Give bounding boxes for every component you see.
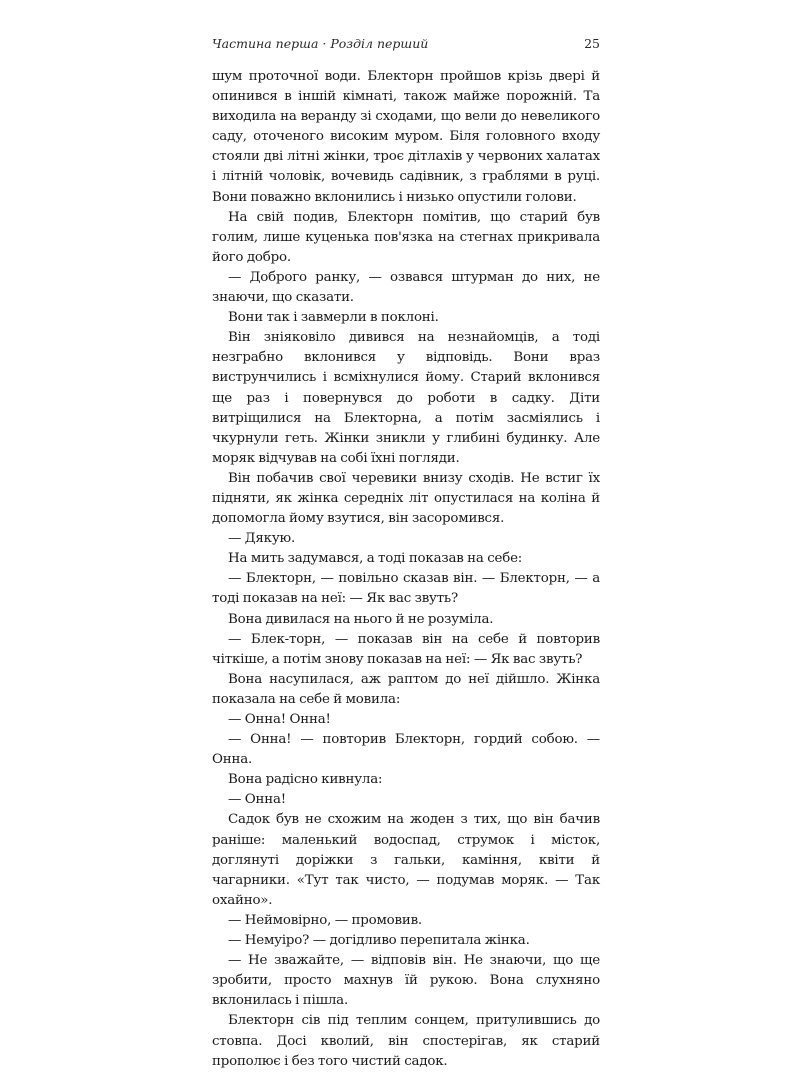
paragraph: — Не зважайте, — відповів він. Не знаючи, що ще зробити, просто махнув їй рукою. Вона слухняно вклонилась і пішла. — [212, 953, 600, 1009]
running-title: Частина перша · Розділ перший — [212, 36, 429, 51]
paragraph: Він побачив свої черевики внизу сходів. Не встиг їх підняти, як жінка середніх літ опустилася на коліна й допомогла йому взутися, він засоромився. — [212, 470, 600, 527]
page-number: 25 — [584, 36, 600, 51]
running-head — [212, 36, 600, 56]
paragraph: Вона дивилася на нього й не розуміла. — [228, 611, 494, 627]
paragraph: Садок був не схожим на жоден з тих, що він бачив раніше: маленький водоспад, струмок і місток, доглянуті доріжки з гальки, каміння, квіти й чагарники. «Тут так чисто, — подумав моряк. — Так охайно». — [212, 812, 600, 908]
paragraph: — Доброго ранку, — озвався штурман до них, не знаючи, що сказати. — [212, 269, 600, 306]
paragraph: — Онна! — [228, 792, 286, 808]
paragraph: — Блек-торн, — показав він на себе й повторив чіткіше, а потім знову показав на неї: — Як вас звуть? — [212, 631, 600, 667]
paragraph: Вона насупилася, аж раптом до неї дійшло. Жінка показала на себе й мовила: — [212, 671, 600, 707]
paragraph: — Блекторн, — повільно сказав він. — Блекторн, — а тоді показав на неї: — Як вас звуть? — [212, 571, 600, 607]
body-text — [212, 67, 600, 1072]
paragraph: Вони так і завмерли в поклоні. — [228, 310, 439, 326]
paragraph: шум проточної води. Блекторн пройшов крізь двері й опинився в іншій кімнаті, також майже порожній. Та виходила на веранду зі сходами, що вели до невеликого саду, оточеного високим муром. Біля головного входу стояли дві літні жінки, троє дітлахів у червоних халатах і літній чоловік, вочевидь садівник, з граблями в руці. Вони поважно вклонились і низько опустили голови. — [212, 69, 600, 205]
paragraph: — Онна! Онна! — [228, 712, 331, 727]
paragraph: — Немуіро? — догідливо перепитала жінка. — [228, 933, 530, 949]
paragraph: Блекторн сів під теплим сонцем, притулившись до стовпа. Досі кволий, він спостерігав, як старий прополює і без того чистий садок. — [212, 1013, 600, 1069]
paragraph: Вона радісно кивнула: — [228, 772, 383, 788]
paragraph: На мить задумався, а тоді показав на себе: — [228, 551, 523, 567]
paragraph: — Дякую. — [228, 531, 296, 547]
paragraph: На свій подив, Блекторн помітив, що старий був голим, лише куценька пов'язка на стегнах прикривала його добро. — [212, 209, 600, 265]
paragraph: — Онна! — повторив Блекторн, гордий собою. — Онна. — [212, 732, 600, 768]
paragraph: Він зніяковіло дивився на незнайомців, а тоді незграбно вклонився у відповідь. Вони враз виструнчились і всміхнулися йому. Старий вклонився ще раз і повернувся до роботи в садку. Діти витріщилися на Блекторна, а потім засміялись і чкурнули геть. Жінки зникли у глибині будинку. Але моряк відчував на собі їхні погляди. — [212, 330, 600, 466]
paragraph: — Неймовірно, — промовив. — [228, 912, 422, 928]
